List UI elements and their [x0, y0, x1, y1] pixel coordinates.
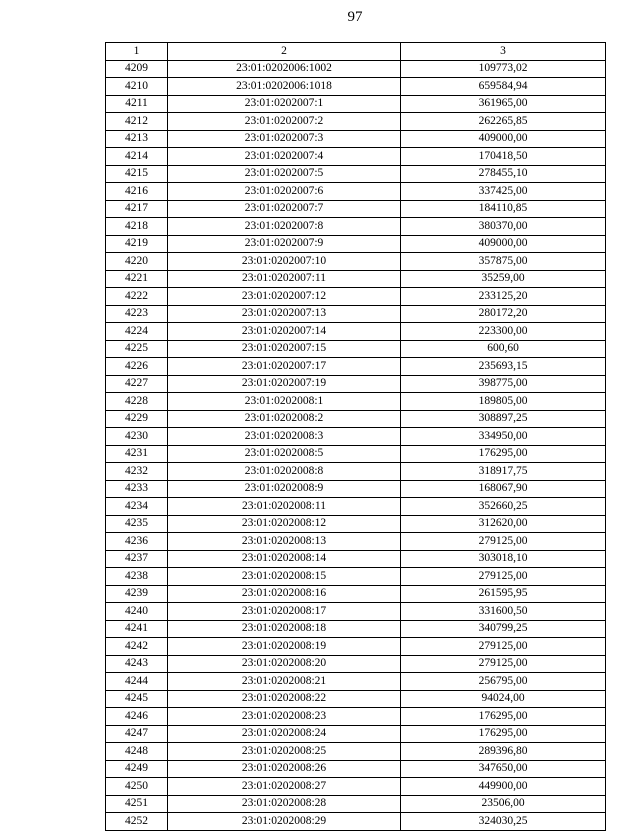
value-cell: 340799,25 [401, 620, 606, 638]
value-cell: 189805,00 [401, 393, 606, 411]
value-cell: 279125,00 [401, 655, 606, 673]
table-row [106, 550, 606, 568]
value-cell: 109773,02 [401, 60, 606, 78]
row-number-cell: 4237 [106, 550, 168, 568]
value-cell: 398775,00 [401, 375, 606, 393]
table-row [106, 708, 606, 726]
value-cell: 176295,00 [401, 708, 606, 726]
table-row [106, 393, 606, 411]
row-number-cell: 4232 [106, 463, 168, 481]
cadastral-number-cell: 23:01:0202007:15 [168, 340, 401, 358]
value-cell: 279125,00 [401, 568, 606, 586]
value-cell: 168067,90 [401, 480, 606, 498]
table-row [106, 813, 606, 831]
table-row [106, 148, 606, 166]
row-number-cell: 4217 [106, 200, 168, 218]
row-number-cell: 4239 [106, 585, 168, 603]
cadastral-number-cell: 23:01:0202008:23 [168, 708, 401, 726]
cadastral-number-cell: 23:01:0202008:28 [168, 795, 401, 813]
table-row [106, 760, 606, 778]
row-number-cell: 4245 [106, 690, 168, 708]
value-cell: 23506,00 [401, 795, 606, 813]
value-cell: 278455,10 [401, 165, 606, 183]
cadastral-number-cell: 23:01:0202007:5 [168, 165, 401, 183]
value-cell: 324030,25 [401, 813, 606, 831]
cadastral-number-cell: 23:01:0202008:22 [168, 690, 401, 708]
value-cell: 318917,75 [401, 463, 606, 481]
cadastral-number-cell: 23:01:0202008:1 [168, 393, 401, 411]
cadastral-number-cell: 23:01:0202008:27 [168, 778, 401, 796]
row-number-cell: 4250 [106, 778, 168, 796]
table-row [106, 340, 606, 358]
value-cell: 94024,00 [401, 690, 606, 708]
cadastral-number-cell: 23:01:0202007:19 [168, 375, 401, 393]
cadastral-number-cell: 23:01:0202007:14 [168, 323, 401, 341]
row-number-cell: 4216 [106, 183, 168, 201]
table-row [106, 78, 606, 96]
table-row [106, 655, 606, 673]
value-cell: 357875,00 [401, 253, 606, 271]
value-cell: 256795,00 [401, 673, 606, 691]
table-row [106, 270, 606, 288]
table-row [106, 165, 606, 183]
value-cell: 337425,00 [401, 183, 606, 201]
row-number-cell: 4246 [106, 708, 168, 726]
row-number-cell: 4241 [106, 620, 168, 638]
table-row [106, 323, 606, 341]
table-row [106, 638, 606, 656]
cadastral-number-cell: 23:01:0202008:20 [168, 655, 401, 673]
table-row [106, 673, 606, 691]
table-row [106, 305, 606, 323]
table-row [106, 60, 606, 78]
row-number-cell: 4226 [106, 358, 168, 376]
table-row [106, 568, 606, 586]
cadastral-number-cell: 23:01:0202007:8 [168, 218, 401, 236]
value-cell: 279125,00 [401, 638, 606, 656]
row-number-cell: 4229 [106, 410, 168, 428]
row-number-cell: 4221 [106, 270, 168, 288]
table-row [106, 603, 606, 621]
table-row [106, 95, 606, 113]
column-header-2: 2 [168, 43, 401, 61]
value-cell: 176295,00 [401, 445, 606, 463]
value-cell: 233125,20 [401, 288, 606, 306]
value-cell: 235693,15 [401, 358, 606, 376]
cadastral-number-cell: 23:01:0202007:2 [168, 113, 401, 131]
page-number: 97 [347, 9, 363, 25]
row-number-cell: 4249 [106, 760, 168, 778]
cadastral-number-cell: 23:01:0202007:10 [168, 253, 401, 271]
row-number-cell: 4240 [106, 603, 168, 621]
table-row [106, 480, 606, 498]
cadastral-number-cell: 23:01:0202008:29 [168, 813, 401, 831]
table-row [106, 428, 606, 446]
cadastral-number-cell: 23:01:0202007:1 [168, 95, 401, 113]
table-row [106, 218, 606, 236]
row-number-cell: 4218 [106, 218, 168, 236]
value-cell: 262265,85 [401, 113, 606, 131]
table-row [106, 725, 606, 743]
value-cell: 409000,00 [401, 235, 606, 253]
value-cell: 331600,50 [401, 603, 606, 621]
value-cell: 659584,94 [401, 78, 606, 96]
header-row [106, 43, 606, 61]
row-number-cell: 4222 [106, 288, 168, 306]
row-number-cell: 4238 [106, 568, 168, 586]
value-cell: 352660,25 [401, 498, 606, 516]
table-row [106, 358, 606, 376]
table-row [106, 288, 606, 306]
value-cell: 176295,00 [401, 725, 606, 743]
value-cell: 600,60 [401, 340, 606, 358]
value-cell: 361965,00 [401, 95, 606, 113]
row-number-cell: 4251 [106, 795, 168, 813]
row-number-cell: 4234 [106, 498, 168, 516]
cadastral-number-cell: 23:01:0202007:4 [168, 148, 401, 166]
value-cell: 409000,00 [401, 130, 606, 148]
cadastral-number-cell: 23:01:0202008:18 [168, 620, 401, 638]
row-number-cell: 4231 [106, 445, 168, 463]
cadastral-number-cell: 23:01:0202006:1002 [168, 60, 401, 78]
value-cell: 334950,00 [401, 428, 606, 446]
value-cell: 184110,85 [401, 200, 606, 218]
row-number-cell: 4211 [106, 95, 168, 113]
cadastral-number-cell: 23:01:0202008:9 [168, 480, 401, 498]
cadastral-number-cell: 23:01:0202007:9 [168, 235, 401, 253]
cadastral-number-cell: 23:01:0202008:15 [168, 568, 401, 586]
value-cell: 303018,10 [401, 550, 606, 568]
row-number-cell: 4227 [106, 375, 168, 393]
value-cell: 312620,00 [401, 515, 606, 533]
cadastral-number-cell: 23:01:0202007:3 [168, 130, 401, 148]
table-row [106, 375, 606, 393]
column-header-3: 3 [401, 43, 606, 61]
row-number-cell: 4215 [106, 165, 168, 183]
row-number-cell: 4243 [106, 655, 168, 673]
row-number-cell: 4220 [106, 253, 168, 271]
table-row [106, 253, 606, 271]
value-cell: 280172,20 [401, 305, 606, 323]
value-cell: 347650,00 [401, 760, 606, 778]
cadastral-number-cell: 23:01:0202008:5 [168, 445, 401, 463]
row-number-cell: 4230 [106, 428, 168, 446]
row-number-cell: 4233 [106, 480, 168, 498]
column-header-1: 1 [106, 43, 168, 61]
row-number-cell: 4228 [106, 393, 168, 411]
table-row [106, 690, 606, 708]
table-row [106, 533, 606, 551]
cadastral-number-cell: 23:01:0202008:16 [168, 585, 401, 603]
cadastral-number-cell: 23:01:0202008:11 [168, 498, 401, 516]
row-number-cell: 4225 [106, 340, 168, 358]
row-number-cell: 4247 [106, 725, 168, 743]
cadastral-number-cell: 23:01:0202007:6 [168, 183, 401, 201]
value-cell: 380370,00 [401, 218, 606, 236]
row-number-cell: 4252 [106, 813, 168, 831]
table-row [106, 778, 606, 796]
cadastral-number-cell: 23:01:0202007:17 [168, 358, 401, 376]
table-body [106, 60, 606, 830]
row-number-cell: 4236 [106, 533, 168, 551]
table-row [106, 743, 606, 761]
table-header [106, 43, 606, 61]
cadastral-value-table [105, 42, 606, 831]
cadastral-number-cell: 23:01:0202007:12 [168, 288, 401, 306]
cadastral-number-cell: 23:01:0202008:12 [168, 515, 401, 533]
cadastral-number-cell: 23:01:0202008:21 [168, 673, 401, 691]
cadastral-number-cell: 23:01:0202006:1018 [168, 78, 401, 96]
table-row [106, 410, 606, 428]
value-cell: 449900,00 [401, 778, 606, 796]
row-number-cell: 4223 [106, 305, 168, 323]
table-row [106, 445, 606, 463]
cadastral-number-cell: 23:01:0202008:24 [168, 725, 401, 743]
value-cell: 289396,80 [401, 743, 606, 761]
table-row [106, 113, 606, 131]
table-row [106, 183, 606, 201]
row-number-cell: 4224 [106, 323, 168, 341]
value-cell: 261595,95 [401, 585, 606, 603]
cadastral-number-cell: 23:01:0202008:3 [168, 428, 401, 446]
row-number-cell: 4242 [106, 638, 168, 656]
cadastral-number-cell: 23:01:0202008:26 [168, 760, 401, 778]
table-row [106, 585, 606, 603]
cadastral-number-cell: 23:01:0202008:8 [168, 463, 401, 481]
value-cell: 279125,00 [401, 533, 606, 551]
row-number-cell: 4209 [106, 60, 168, 78]
row-number-cell: 4248 [106, 743, 168, 761]
row-number-cell: 4213 [106, 130, 168, 148]
cadastral-number-cell: 23:01:0202007:7 [168, 200, 401, 218]
row-number-cell: 4212 [106, 113, 168, 131]
table-row [106, 200, 606, 218]
value-cell: 35259,00 [401, 270, 606, 288]
table-row [106, 795, 606, 813]
row-number-cell: 4219 [106, 235, 168, 253]
value-cell: 170418,50 [401, 148, 606, 166]
cadastral-number-cell: 23:01:0202007:13 [168, 305, 401, 323]
table-row [106, 463, 606, 481]
row-number-cell: 4235 [106, 515, 168, 533]
row-number-cell: 4244 [106, 673, 168, 691]
row-number-cell: 4214 [106, 148, 168, 166]
table-row [106, 620, 606, 638]
cadastral-number-cell: 23:01:0202008:25 [168, 743, 401, 761]
row-number-cell: 4210 [106, 78, 168, 96]
value-cell: 223300,00 [401, 323, 606, 341]
value-cell: 308897,25 [401, 410, 606, 428]
cadastral-number-cell: 23:01:0202008:17 [168, 603, 401, 621]
cadastral-number-cell: 23:01:0202008:2 [168, 410, 401, 428]
table-row [106, 498, 606, 516]
cadastral-number-cell: 23:01:0202007:11 [168, 270, 401, 288]
cadastral-number-cell: 23:01:0202008:19 [168, 638, 401, 656]
table-row [106, 515, 606, 533]
table-row [106, 235, 606, 253]
cadastral-number-cell: 23:01:0202008:13 [168, 533, 401, 551]
cadastral-number-cell: 23:01:0202008:14 [168, 550, 401, 568]
table-row [106, 130, 606, 148]
